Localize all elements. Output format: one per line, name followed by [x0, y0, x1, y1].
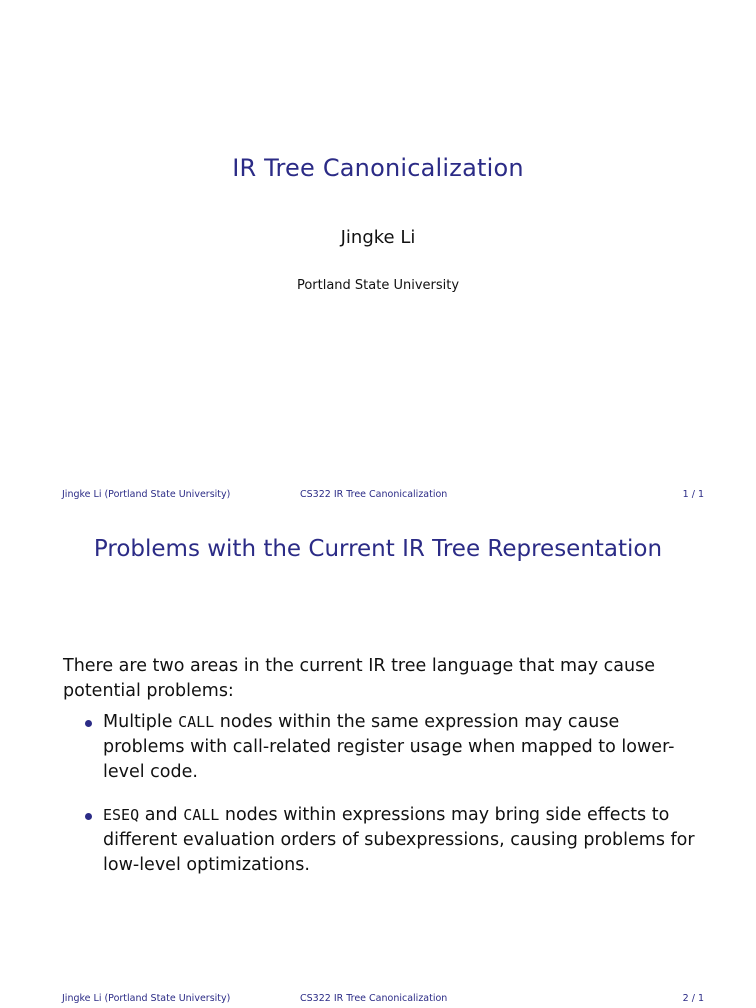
bullet-icon: [85, 813, 92, 820]
bullet-text: nodes within the same expression may cause problems with call-related register usage when mapped to lower-level code.: [103, 712, 675, 782]
footer-author: Jingke Li (Portland State University): [62, 489, 231, 500]
frame-title: Problems with the Current IR Tree Representation: [93, 536, 663, 562]
footer-author: Jingke Li (Portland State University): [62, 993, 231, 1004]
list-item: [63, 803, 703, 878]
footer-page-number: 2 / 1: [682, 993, 704, 1004]
list-item: [63, 710, 703, 785]
slide-problems: [0, 504, 756, 1008]
bullet-list: [63, 710, 703, 878]
code-call: CALL: [183, 806, 220, 824]
bullet-text: Multiple: [103, 712, 179, 732]
institution: Portland State University: [296, 278, 460, 293]
intro-paragraph: There are two areas in the current IR tree language that may cause potential problems:: [63, 656, 655, 701]
bullet-icon: [85, 720, 92, 727]
presentation-title: IR Tree Canonicalization: [232, 154, 524, 182]
slide-body: [63, 654, 703, 896]
author-name: Jingke Li: [340, 227, 416, 248]
footer-course-title: CS322 IR Tree Canonicalization: [300, 489, 448, 500]
bullet-text: and: [139, 805, 184, 825]
footer-course-title: CS322 IR Tree Canonicalization: [300, 993, 448, 1004]
code-eseq: ESEQ: [103, 806, 140, 824]
bullet-text: nodes within expressions may bring side effects to different evaluation orders of subexpressions, causing problems for low-level optimizations.: [103, 805, 695, 875]
code-call: CALL: [178, 713, 215, 731]
footer-page-number: 1 / 1: [682, 489, 704, 500]
